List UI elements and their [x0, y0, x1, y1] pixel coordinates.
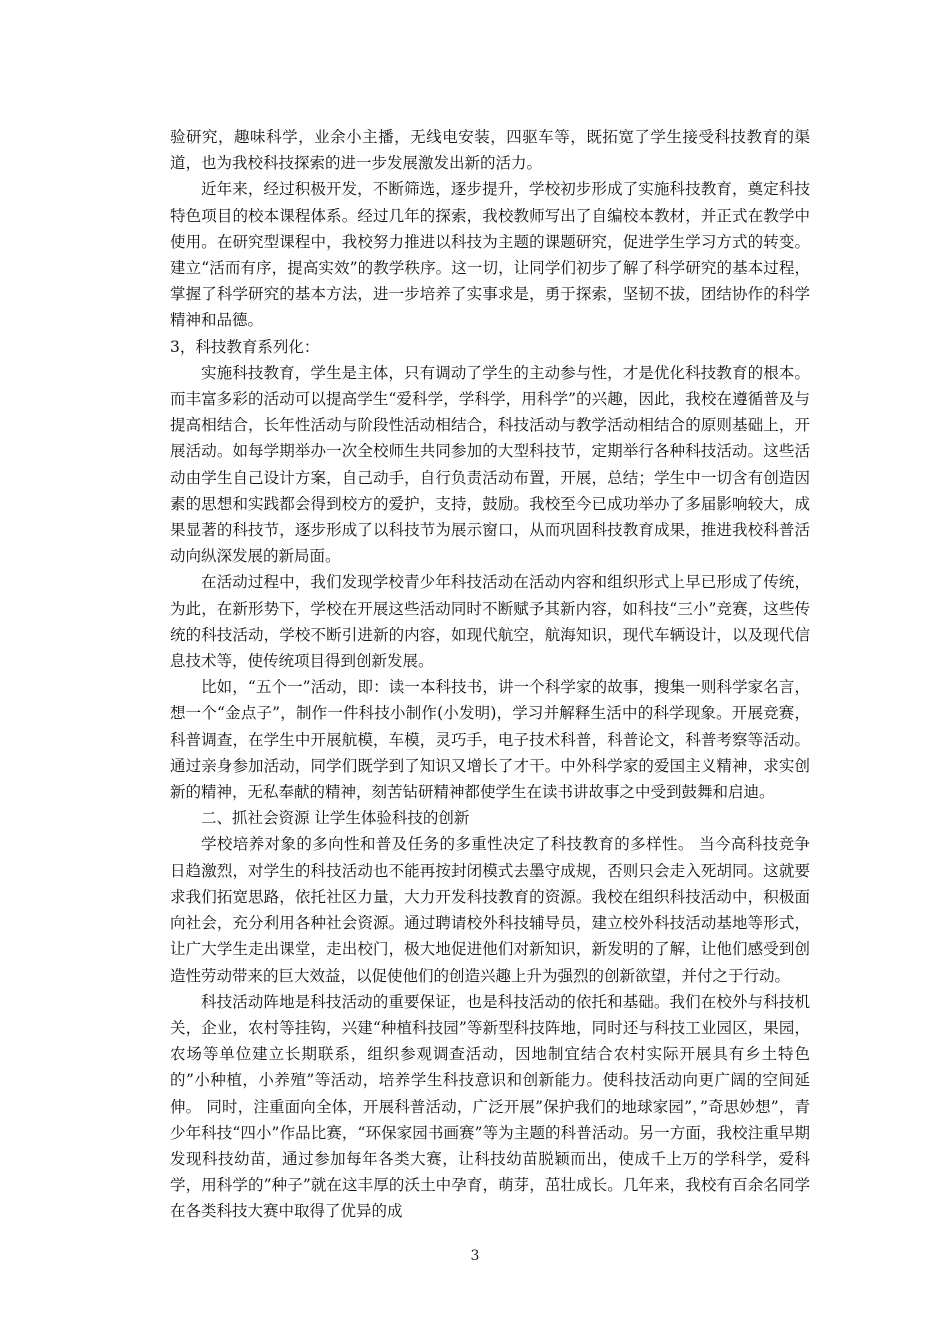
- paragraph-6: 比如，“五个一”活动，即：读一本科技书，讲一个科学家的故事，搜集一则科学家名言，想一个“金点子”，制作一件科技小制作(小发明)，学习并解释生活中的科学现象。开展竞赛，科普调查，在学生中开展航模，车模，灵巧手，电子技术科普，科普论文，科普考察等活动。通过亲身参加活动，同学们既学到了知识又增长了才干。中外科学家的爱国主义精神，求实创新的精神，无私奉献的精神，刻苦钻研精神都使学生在读书讲故事之中受到鼓舞和启迪。: [170, 678, 810, 802]
- page-number: 3: [470, 1248, 480, 1264]
- paragraph-9: 科技活动阵地是科技活动的重要保证，也是科技活动的依托和基础。我们在校外与科技机关，企业，农村等挂钩，兴建“种植科技园”等新型科技阵地，同时还与科技工业园区，果园，农场等单位建立长期联系，组织参观调查活动，因地制宜结合农村实际开展具有乡土特色的”小种植，小养殖”等活动，培养学生科技意识和创新能力。使科技活动向更广阔的空间延伸。 同时，注重面向全体，开展科普活动，广泛开展”保护我们的地球家园”，”奇思妙想”，青少年科技“四小”作品比赛，“环保家园书画赛”等为主题的科普活动。另一方面，我校注重早期发现科技幼苗，通过参加每年各类大赛，让科技幼苗脱颖而出，使成千上万的学科学，爱科学，用科学的”种子”就在这丰厚的沃土中孕育，萌芽，茁壮成长。几年来，我校有百余名同学在各类科技大赛中取得了优异的成: [170, 992, 810, 1221]
- paragraph-8: 学校培养对象的多向性和普及任务的多重性决定了科技教育的多样性。 当今高科技竞争日趋激烈，对学生的科技活动也不能再按封闭模式去墨守成规，否则只会走入死胡同。这就要求我们拓宽思路，依托社区力量，大力开发科技教育的资源。我校在组织科技活动中，积极面向社会，充分利用各种社会资源。通过聘请校外科技辅导员，建立校外科技活动基地等形式，让广大学生走出课堂，走出校门，极大地促进他们对新知识，新发明的了解，让他们感受到创造性劳动带来的巨大效益，以促使他们的创造兴趣上升为强烈的创新欲望，并付之于行动。: [170, 835, 810, 985]
- document-body: [170, 124, 810, 1225]
- paragraph-2: 近年来，经过积极开发，不断筛选，逐步提升，学校初步形成了实施科技教育，奠定科技特色项目的校本课程体系。经过几年的探索，我校教师写出了自编校本教材，并正式在教学中使用。在研究型课程中，我校努力推进以科技为主题的课题研究，促进学生学习方式的转变。建立“活而有序，提高实效”的教学秩序。这一切，让同学们初步了解了科学研究的基本过程，掌握了科学研究的基本方法，进一步培养了实事求是，勇于探索，坚韧不拔，团结协作的科学精神和品德。: [170, 180, 810, 330]
- paragraph-1: 验研究，趣味科学，业余小主播，无线电安装，四驱车等，既拓宽了学生接受科技教育的渠道，也为我校科技探索的进一步发展激发出新的活力。: [170, 128, 810, 173]
- paragraph-5: 在活动过程中，我们发现学校青少年科技活动在活动内容和组织形式上早已形成了传统，为此，在新形势下，学校在开展这些活动同时不断赋予其新内容，如科技“三小”竞赛，这些传统的科技活动，学校不断引进新的内容，如现代航空，航海知识，现代车辆设计，以及现代信息技术等，使传统项目得到创新发展。: [170, 573, 810, 671]
- paragraph-4: 实施科技教育，学生是主体，只有调动了学生的主动参与性，才是优化科技教育的根本。而丰富多彩的活动可以提高学生“爱科学，学科学，用科学”的兴趣，因此，我校在遵循普及与提高相结合，长年性活动与阶段性活动相结合，科技活动与教学活动相结合的原则基础上，开展活动。如每学期举办一次全校师生共同参加的大型科技节，定期举行各种科技活动。这些活动由学生自己设计方案，自己动手，自行负责活动布置，开展，总结；学生中一切含有创造因素的思想和实践都会得到校方的爱护，支持，鼓励。我校至今已成功举办了多届影响较大，成果显著的科技节，逐步形成了以科技节为展示窗口，从而巩固科技教育成果，推进我校科普活动向纵深发展的新局面。: [170, 363, 810, 566]
- section-heading-3: 3，科技教育系列化：: [170, 337, 320, 356]
- section-heading-2: 二、抓社会资源 让学生体验科技的创新: [201, 809, 470, 828]
